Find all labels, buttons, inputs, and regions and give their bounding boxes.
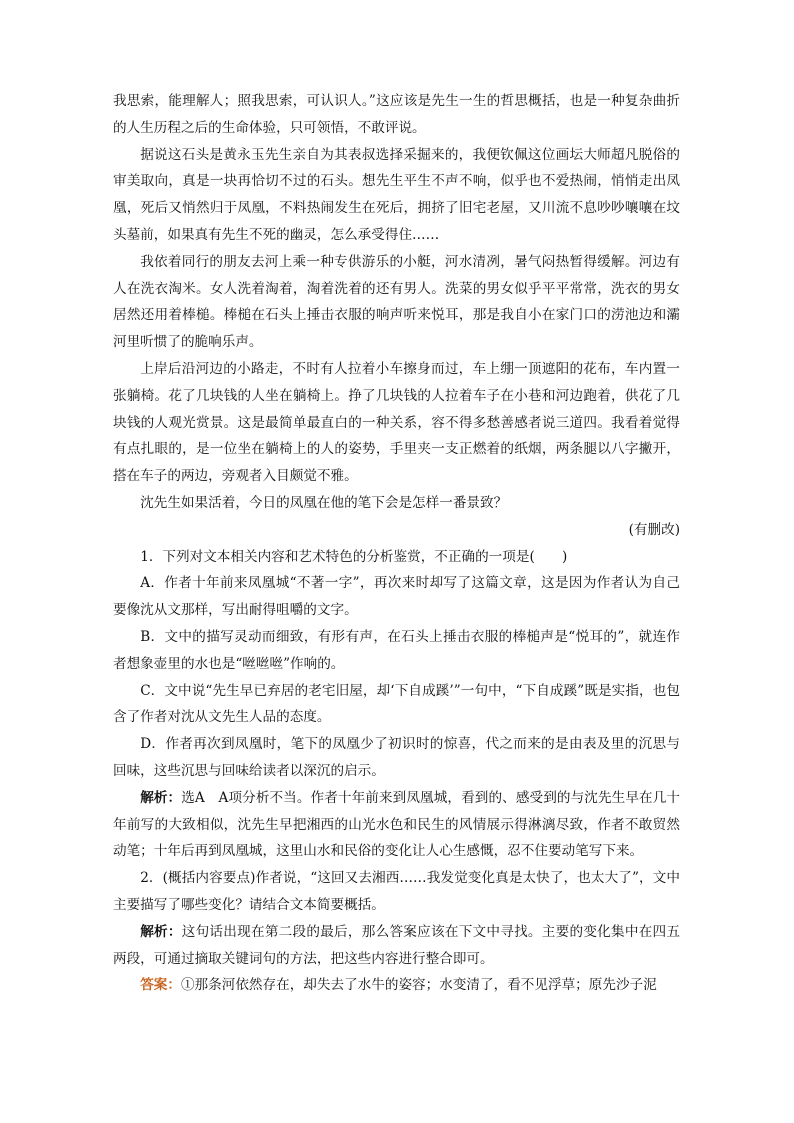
question-1-analysis [113,785,680,865]
question-1-option-c: C．文中说“先生早已弃居的老宅旧屋，却‘下自成蹊’”一句中，“下自成蹊”既是实指，也包含了作者对沈从文先生人品的态度。 [113,682,680,726]
analysis-text: 这句话出现在第二段的最后，那么答案应该在下文中寻找。主要的变化集中在四五两段，可通过摘取关键词句的方法，把这些内容进行整合即可。 [113,923,681,967]
analysis-label: 解析： [140,923,182,940]
passage-paragraph-1: 据说这石头是黄永玉先生亲自为其表叔选择采掘来的，我便钦佩这位画坛大师超凡脱俗的审美取向，真是一块再恰切不过的石头。想先生平生不声不响，似乎也不爱热闹，悄悄走出凤凰，死后又悄然归于凤凰，不料热闹发生在死后，拥挤了旧宅老屋，又川流不息吵吵嚷嚷在坟头墓前，如果真有先生不死的幽灵，怎么承受得住…… [113,146,680,243]
question-1-option-d: D．作者再次到凤凰时，笔下的凤凰少了初识时的惊喜，代之而来的是由表及里的沉思与回味，这些沉思与回味给读者以深沉的启示。 [113,736,680,779]
question-2-analysis [113,919,680,973]
question-1-option-a: A．作者十年前来凤凰城“不著一字”，再次来时却写了这篇文章，这是因为作者认为自己要像沈从文那样，写出耐得咀嚼的文字。 [113,575,680,619]
passage-paragraph-4: 沈先生如果活着，今日的凤凰在他的笔下会是怎样一番景致？ [140,494,508,511]
question-1-stem: 1．下列对文本相关内容和艺术特色的分析鉴赏，不正确的一项是( ) [140,548,568,565]
answer-label: 答案： [140,977,181,994]
question-2-stem: 2．(概括内容要点)作者说，“这回又去湘西……我发觉变化真是太快了，也太大了”，文中主要描写了哪些变化？请结合文本简要概括。 [113,870,680,913]
passage-paragraph-3: 上岸后沿河边的小路走，不时有人拉着小车擦身而过，车上绷一顶遮阳的花布，车内置一张躺椅。花了几块钱的人坐在躺椅上。挣了几块钱的人拉着车子在小巷和河边跑着，供花了几块钱的人观光赏景。这是最简单最直白的一种关系，容不得多愁善感者说三道四。我看着觉得有点扎眼的，是一位坐在躺椅上的人的姿势，手里夹一支正燃着的纸烟，两条腿以八字撇开，搭在车子的两边，旁观者入目颇觉不雅。 [113,360,680,485]
question-1-option-b: B．文中的描写灵动而细致，有形有声，在石头上捶击衣服的棒槌声是“悦耳的”，就连作者想象壶里的水也是“咝咝咝”作响的。 [113,628,680,672]
passage-paragraph-2: 我依着同行的朋友去河上乘一种专供游乐的小艇，河水清冽，暑气闷热暂得缓解。河边有人在洗衣淘米。女人洗着淘着，淘着洗着的还有男人。洗菜的男女似乎平平常常，洗衣的男女居然还用着棒槌。棒槌在石头上捶击衣服的响声听来悦耳，那是我自小在家门口的涝池边和灞河里听惯了的脆响乐声。 [113,253,680,351]
answer-text: ①那条河依然存在，却失去了水牛的姿容；水变清了，看不见浮草；原先沙子泥 [180,977,657,994]
document-page [113,88,680,999]
question-2-answer [113,972,680,999]
source-note: (有删改) [628,521,680,538]
analysis-label: 解析： [140,789,182,806]
analysis-text: 选A A项分析不当。作者十年前来到凤凰城，看到的、感受到的与沈先生早在几十年前写的大致相似，沈先生早把湘西的山光水色和民生的风情展示得淋漓尽致，作者不敢贸然动笔；十年后再到凤凰城，这里山水和民俗的变化让人心生感慨，忍不住要动笔写下来。 [113,789,680,860]
passage-paragraph-0: 我思索，能理解人；照我思索，可认识人。”这应该是先生一生的哲思概括，也是一种复杂曲折的人生历程之后的生命体验，只可领悟，不敢评说。 [113,93,680,136]
